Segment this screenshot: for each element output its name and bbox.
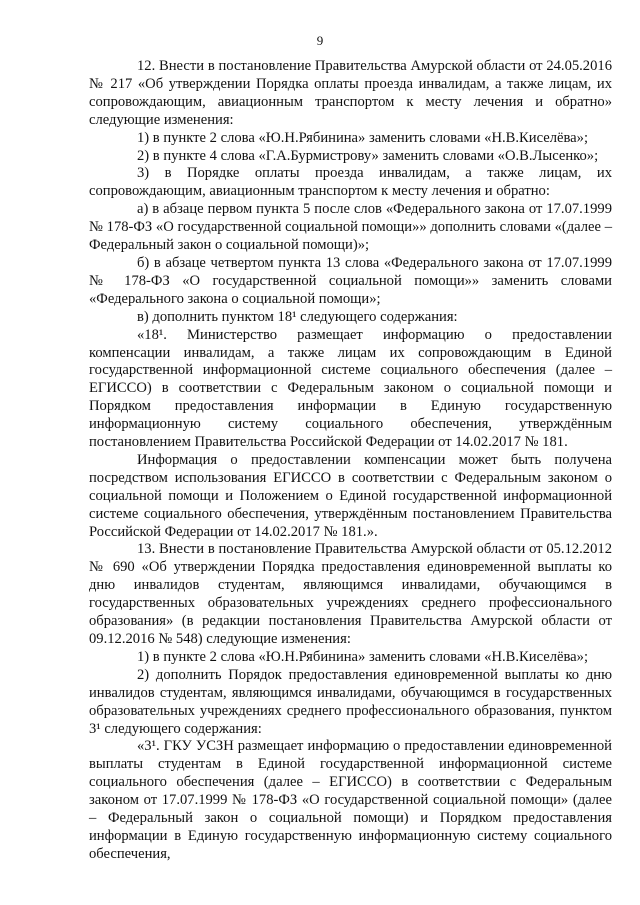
paragraph-13-item-1: 1) в пункте 2 слова «Ю.Н.Рябинина» заменить словами «Н.В.Киселёва»; xyxy=(137,648,588,665)
paragraph-12-item-2: 2) в пункте 4 слова «Г.А.Бурмистрову» заменить словами «О.В.Лысенко»; xyxy=(137,147,599,164)
paragraph-12-item-3: 3) в Порядке оплаты проезда инвалидам, а также лицам, их сопровождающим, авиационным транспортом к месту лечения и обратно: xyxy=(89,165,612,200)
document-body xyxy=(89,58,612,864)
paragraph-13: 13. Внести в постановление Правительства Амурской области от 05.12.2012 № 690 «Об утверждении Порядка предоставления единовременной выплаты ко дню инвалидов студентам, являющимся инвалидами, обучающимся в государственных образовательных учреждениях среднего профессионального образования» (в редакции постановления Правительства Амурской области от 09.12.2016 № 548) следующие изменения: xyxy=(89,541,612,647)
paragraph-18-1-continuation: Информация о предоставлении компенсации может быть получена посредством использования ЕГИССО в соответствии с Федеральным законом о социальной помощи и Положением о Единой государственной информационной системе социального обеспечения, утверждённым постановлением Правительства Российской Федерации от 14.02.2017 № 181.». xyxy=(89,451,612,540)
paragraph-12: 12. Внести в постановление Правительства Амурской области от 24.05.2016 № 217 «Об утверждении Порядка оплаты проезда инвалидам, а также лицам, их сопровождающим, авиационным транспортом к месту лечения и обратно» следующие изменения: xyxy=(89,58,612,128)
paragraph-12-item-1: 1) в пункте 2 слова «Ю.Н.Рябинина» заменить словами «Н.В.Киселёва»; xyxy=(137,129,588,146)
paragraph-3-1-quote: «3¹. ГКУ УСЗН размещает информацию о предоставлении единовременной выплаты студентам в Единой государственной информационной системе социального обеспечения (далее – ЕГИССО) в соответствии с Федеральным законом от 17.07.1999 № 178-ФЗ «О государственной социальной помощи» (далее – Федеральный закон о социальной помощи) и Порядком предоставления информации в Единую государственную информационную систему социального обеспечения, xyxy=(89,738,612,862)
paragraph-12-item-3a: а) в абзаце первом пункта 5 после слов «Федерального закона от 17.07.1999 № 178-ФЗ «О государственной социальной помощи»» дополнить словами «(далее – Федеральный закон о социальной помощи)»; xyxy=(89,201,612,254)
paragraph-13-item-2: 2) дополнить Порядок предоставления единовременной выплаты ко дню инвалидов студентам, являющимся инвалидами, обучающимся в государственных образовательных учреждениях среднего профессионального образования, пунктом 3¹ следующего содержания: xyxy=(89,666,612,737)
paragraph-18-1-quote: «18¹. Министерство размещает информацию о предоставлении компенсации инвалидам, а также лицам их сопровождающим в Единой государственной информационной системе социального обеспечения (далее – ЕГИССО) в соответствии с Федеральным законом о социальной помощи и Порядком предоставления информации в Единую государственную информационную систему социального обеспечения, утверждённым постановлением Правительства Российской Федерации от 14.02.2017 № 181. xyxy=(89,326,612,451)
paragraph-12-item-3v: в) дополнить пунктом 18¹ следующего содержания: xyxy=(137,308,458,325)
page-number: 9 xyxy=(316,33,324,48)
paragraph-12-item-3b: б) в абзаце четвертом пункта 13 слова «Федерального закона от 17.07.1999 № 178-ФЗ «О государственной социальной помощи»» заменить словами «Федерального закона о социальной помощи»; xyxy=(89,254,612,307)
